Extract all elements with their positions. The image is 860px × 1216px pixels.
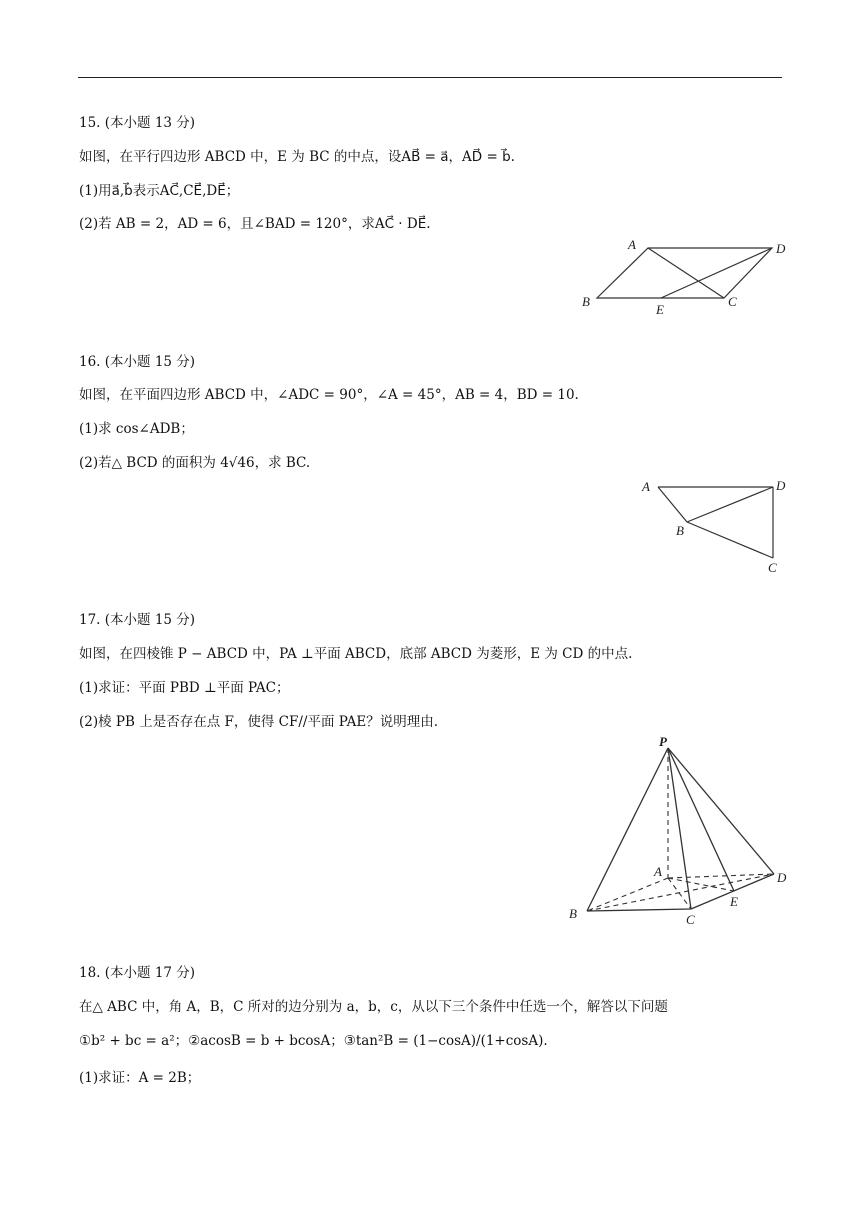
problem-18-part-1: (1)求证：A = 2B； xyxy=(79,1070,201,1086)
problem-16-part-1: (1)求 cos∠ADB； xyxy=(79,421,194,437)
label-B: B xyxy=(582,294,590,309)
problem-17-part-1: (1)求证：平面 PBD ⊥平面 PAC； xyxy=(79,680,290,696)
problem-15-stem: 如图，在平行四边形 ABCD 中，E 为 BC 的中点，设AB⃗ = a⃗，AD⃗ = b⃗. xyxy=(79,149,515,165)
problem-16-stem: 如图，在平面四边形 ABCD 中，∠ADC = 90°，∠A = 45°，AB = 4，BD = 10. xyxy=(79,387,579,403)
label-A: A xyxy=(628,237,636,252)
problem-15-heading: 15. (本小题 13 分) xyxy=(79,115,196,131)
problem-16-heading: 16. (本小题 15 分) xyxy=(79,354,196,370)
problem-15-part-2: (2)若 AB = 2，AD = 6，且∠BAD = 120°，求AC⃗ · DE⃗. xyxy=(79,216,431,232)
label-D: D xyxy=(777,870,787,885)
figure-parallelogram xyxy=(570,232,800,322)
label-A: A xyxy=(654,864,662,879)
problem-18-stem: 在△ ABC 中，角 A，B，C 所对的边分别为 a，b，c，从以下三个条件中任选一个，解答以下问题 xyxy=(79,999,668,1015)
label-D: D xyxy=(776,241,786,256)
label-E: E xyxy=(730,894,738,909)
figure-pyramid xyxy=(560,730,800,930)
label-A: A xyxy=(642,479,650,494)
problem-16-part-2: (2)若△ BCD 的面积为 4√46，求 BC. xyxy=(79,455,311,471)
label-P: P xyxy=(659,734,667,749)
label-D: D xyxy=(776,478,786,493)
label-E: E xyxy=(656,302,664,317)
figure-quadrilateral xyxy=(630,472,800,582)
label-B: B xyxy=(676,523,684,538)
problem-17-heading: 17. (本小题 15 分) xyxy=(79,612,196,628)
header-rule xyxy=(78,77,782,78)
label-C: C xyxy=(728,294,737,309)
problem-18-heading: 18. (本小题 17 分) xyxy=(79,965,196,981)
problem-18-conditions: ①b² + bc = a²；②acosB = b + bcosA；③tan²B = (1−cosA)/(1+cosA). xyxy=(79,1033,548,1049)
problem-17-part-2: (2)棱 PB 上是否存在点 F，使得 CF//平面 PAE？说明理由. xyxy=(79,714,438,730)
label-C: C xyxy=(686,912,695,927)
label-B: B xyxy=(569,906,577,921)
problem-15-part-1: (1)用a⃗,b⃗表示AC⃗,CE⃗,DE⃗； xyxy=(79,183,240,199)
label-C: C xyxy=(768,560,777,575)
problem-17-stem: 如图，在四棱锥 P − ABCD 中，PA ⊥平面 ABCD，底部 ABCD 为菱形，E 为 CD 的中点. xyxy=(79,646,633,662)
